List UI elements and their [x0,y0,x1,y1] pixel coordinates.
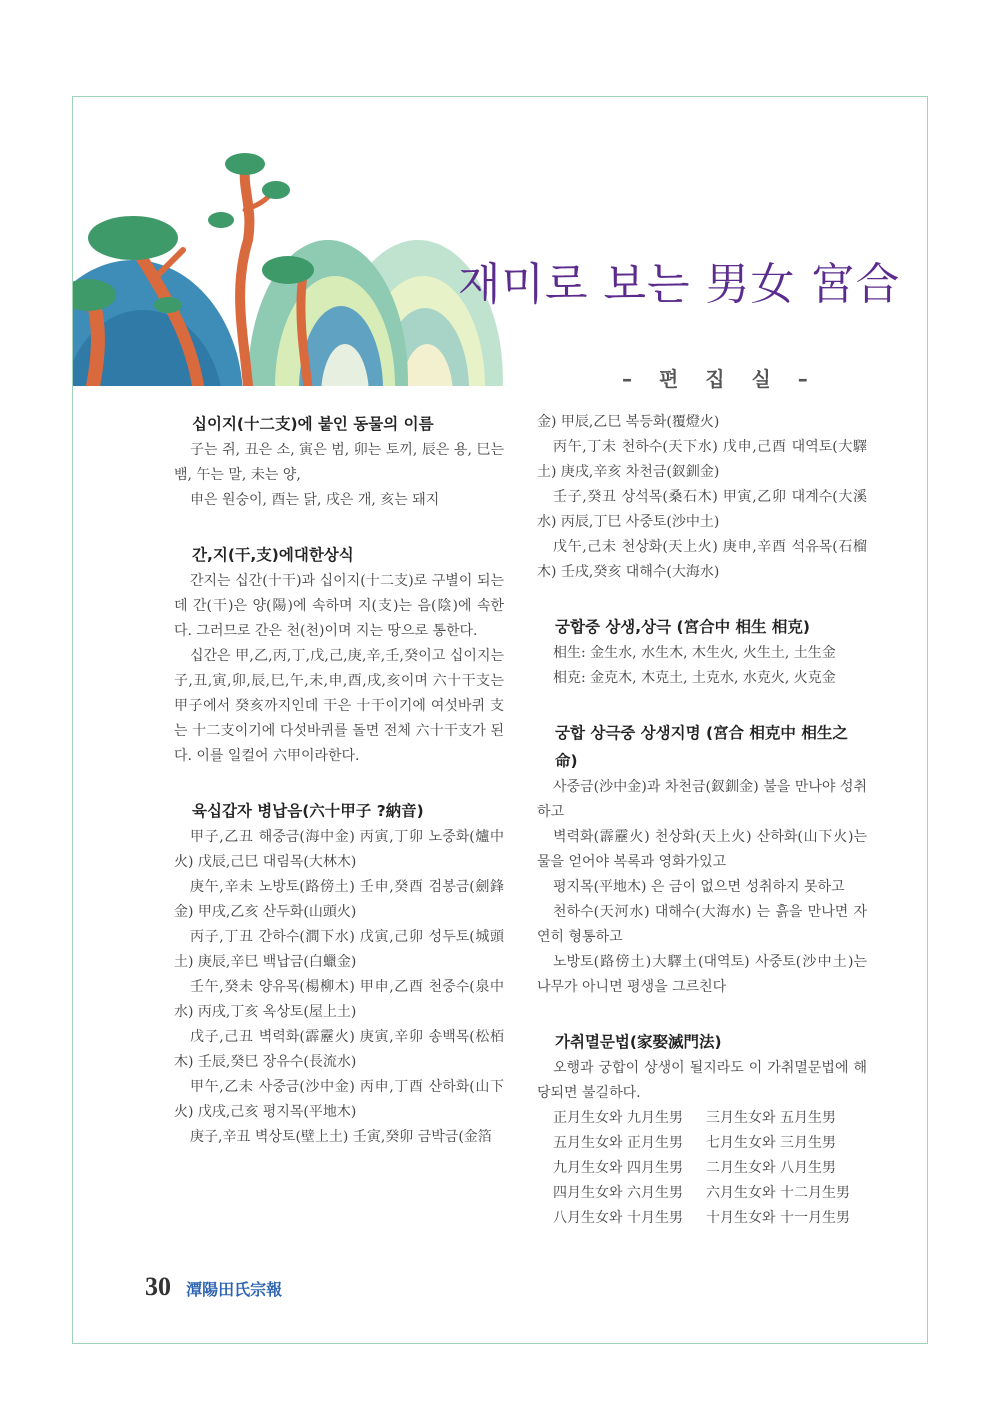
paragraph: 평지목(平地木) 은 금이 없으면 성취하지 못하고 [553,879,845,895]
paragraph: 戊子,己丑 벽력화(霹靂火) 庚寅,辛卯 송백목(松栢木) 壬辰,癸巳 장유수(長流水) [174,1029,504,1070]
section-napeum [174,797,504,1150]
month-pair: 九月生女와 四月生男 [553,1160,683,1176]
section-heading: 육십갑자 병납음(六十甲子 ?納音) [192,802,424,820]
paragraph: 申은 원숭이, 酉는 닭, 戌은 개, 亥는 돼지 [190,492,440,508]
section-heading: 간,지(干,支)에대한상식 [192,546,354,564]
paragraph: 壬午,癸未 양유목(楊柳木) 甲申,乙酉 천중수(泉中水) 丙戌,丁亥 옥상토(屋上土) [174,979,504,1020]
month-pair: 八月生女와 十月生男 [553,1210,683,1226]
month-pair: 四月生女와 六月生男 [553,1185,683,1201]
month-pair-row [553,1131,867,1156]
paragraph: 子는 쥐, 丑은 소, 寅은 범, 卯는 토끼, 辰은 용, 巳는 뱀, 午는 말, 未는 양, [174,442,504,483]
month-pair: 十月生女와 十一月生男 [706,1210,850,1226]
section-zodiac [174,410,504,513]
paragraph: 丙子,丁丑 간하수(澗下水) 戊寅,己卯 성두토(城頭土) 庚辰,辛巳 백납금(白蠟金) [174,929,504,970]
paragraph: 십간은 甲,乙,丙,丁,戊,己,庚,辛,壬,癸이고 십이지는 子,丑,寅,卯,辰,巳,午,未,申,酉,戌,亥이며 六十干支는 甲子에서 癸亥까지인데 干은 十干이기에 여섯바퀴 支는 十二支이기에 다섯바퀴를 돌면 전체 六十干支가 된다. 이를 일컬어 六甲이라한다. [174,648,504,764]
month-pair: 六月生女와 十二月生男 [706,1185,850,1201]
publication-name: 潭陽田氏宗報 [186,1280,283,1299]
month-pair-row [553,1106,867,1131]
section-napeum-continued [537,410,867,585]
right-column [537,410,867,1259]
page-number: 30 [145,1272,171,1301]
paragraph: 相生: 金生水, 水生木, 木生火, 火生土, 土生金 [553,645,836,661]
month-pair: 七月生女와 三月生男 [706,1135,836,1151]
month-pairs-table [537,1106,867,1231]
paragraph: 간지는 십간(十干)과 십이지(十二支)로 구별이 되는 데 간(干)은 양(陽)에 속하며 지(支)는 음(陰)에 속한다. 그러므로 간은 천(천)이며 지는 땅으로 통한다. [174,573,504,639]
paragraph: 노방토(路傍土)大驛土(대역토) 사중토(沙中土)는 나무가 아니면 평생을 그르친다 [537,954,867,995]
paragraph: 오행과 궁합이 상생이 될지라도 이 가취멸문법에 해당되면 불길하다. [537,1060,867,1101]
section-gachwi [537,1028,867,1231]
paragraph: 金) 甲辰,乙巳 복등화(覆燈火) [537,414,720,430]
page-footer [145,1272,282,1302]
paragraph: 丙午,丁未 천하수(天下水) 戊申,己酉 대역토(大驛土) 庚戌,辛亥 차천금(釵釧金) [537,439,867,480]
article-byline: – 편 집 실 – [622,367,818,391]
month-pair: 五月生女와 正月生男 [553,1135,683,1151]
paragraph: 戊午,己未 천상화(天上火) 庚申,辛酉 석유목(石榴木) 壬戌,癸亥 대해수(大海水) [537,539,867,580]
section-heading: 십이지(十二支)에 붙인 동물의 이름 [192,415,434,433]
month-pair-row [553,1206,867,1231]
section-heading: 궁합 상극중 상생지명 (宮合 相克中 相生之命) [555,724,848,770]
month-pair-row [553,1156,867,1181]
paragraph: 相克: 金克木, 木克土, 土克水, 水克火, 火克金 [553,670,836,686]
section-heading: 가취멸문법(家娶滅門法) [555,1033,722,1051]
month-pair-row [553,1181,867,1206]
paragraph: 천하수(天河水) 대해수(大海水) 는 흙을 만나면 자연히 형통하고 [537,904,867,945]
section-ganji [174,541,504,769]
paragraph: 사중금(沙中金)과 차천금(釵釧金) 불을 만나야 성취하고 [537,779,867,820]
paragraph: 甲子,乙丑 해중금(海中金) 丙寅,丁卯 노중화(爐中火) 戊辰,己巳 대림목(大林木) [174,829,504,870]
paragraph: 벽력화(霹靂火) 천상화(天上火) 산하화(山下火)는 물을 얻어야 복록과 영화가있고 [537,829,867,870]
left-column [174,410,504,1178]
section-sangsaeng [537,613,867,691]
section-saengji [537,719,867,1000]
section-heading: 궁합중 상생,상극 (宮合中 相生 相克) [555,618,810,636]
month-pair: 二月生女와 八月生男 [706,1160,836,1176]
paragraph: 壬子,癸丑 상석목(桑石木) 甲寅,乙卯 대계수(大溪水) 丙辰,丁巳 사중토(沙中土) [537,489,867,530]
paragraph: 甲午,乙未 사중금(沙中金) 丙申,丁酉 산하화(山下火) 戊戌,己亥 평지목(平地木) [174,1079,504,1120]
paragraph: 庚午,辛未 노방토(路傍土) 壬申,癸酉 검봉금(劍鋒金) 甲戌,乙亥 산두화(山頭火) [174,879,504,920]
tree-hills-illustration [73,150,503,386]
paragraph: 庚子,辛丑 벽상토(壁上土) 壬寅,癸卯 금박금(金箔 [190,1129,492,1145]
month-pair: 三月生女와 五月生男 [706,1110,836,1126]
month-pair: 正月生女와 九月生男 [553,1110,683,1126]
article-title: 재미로 보는 男女 宮合 [458,259,901,310]
